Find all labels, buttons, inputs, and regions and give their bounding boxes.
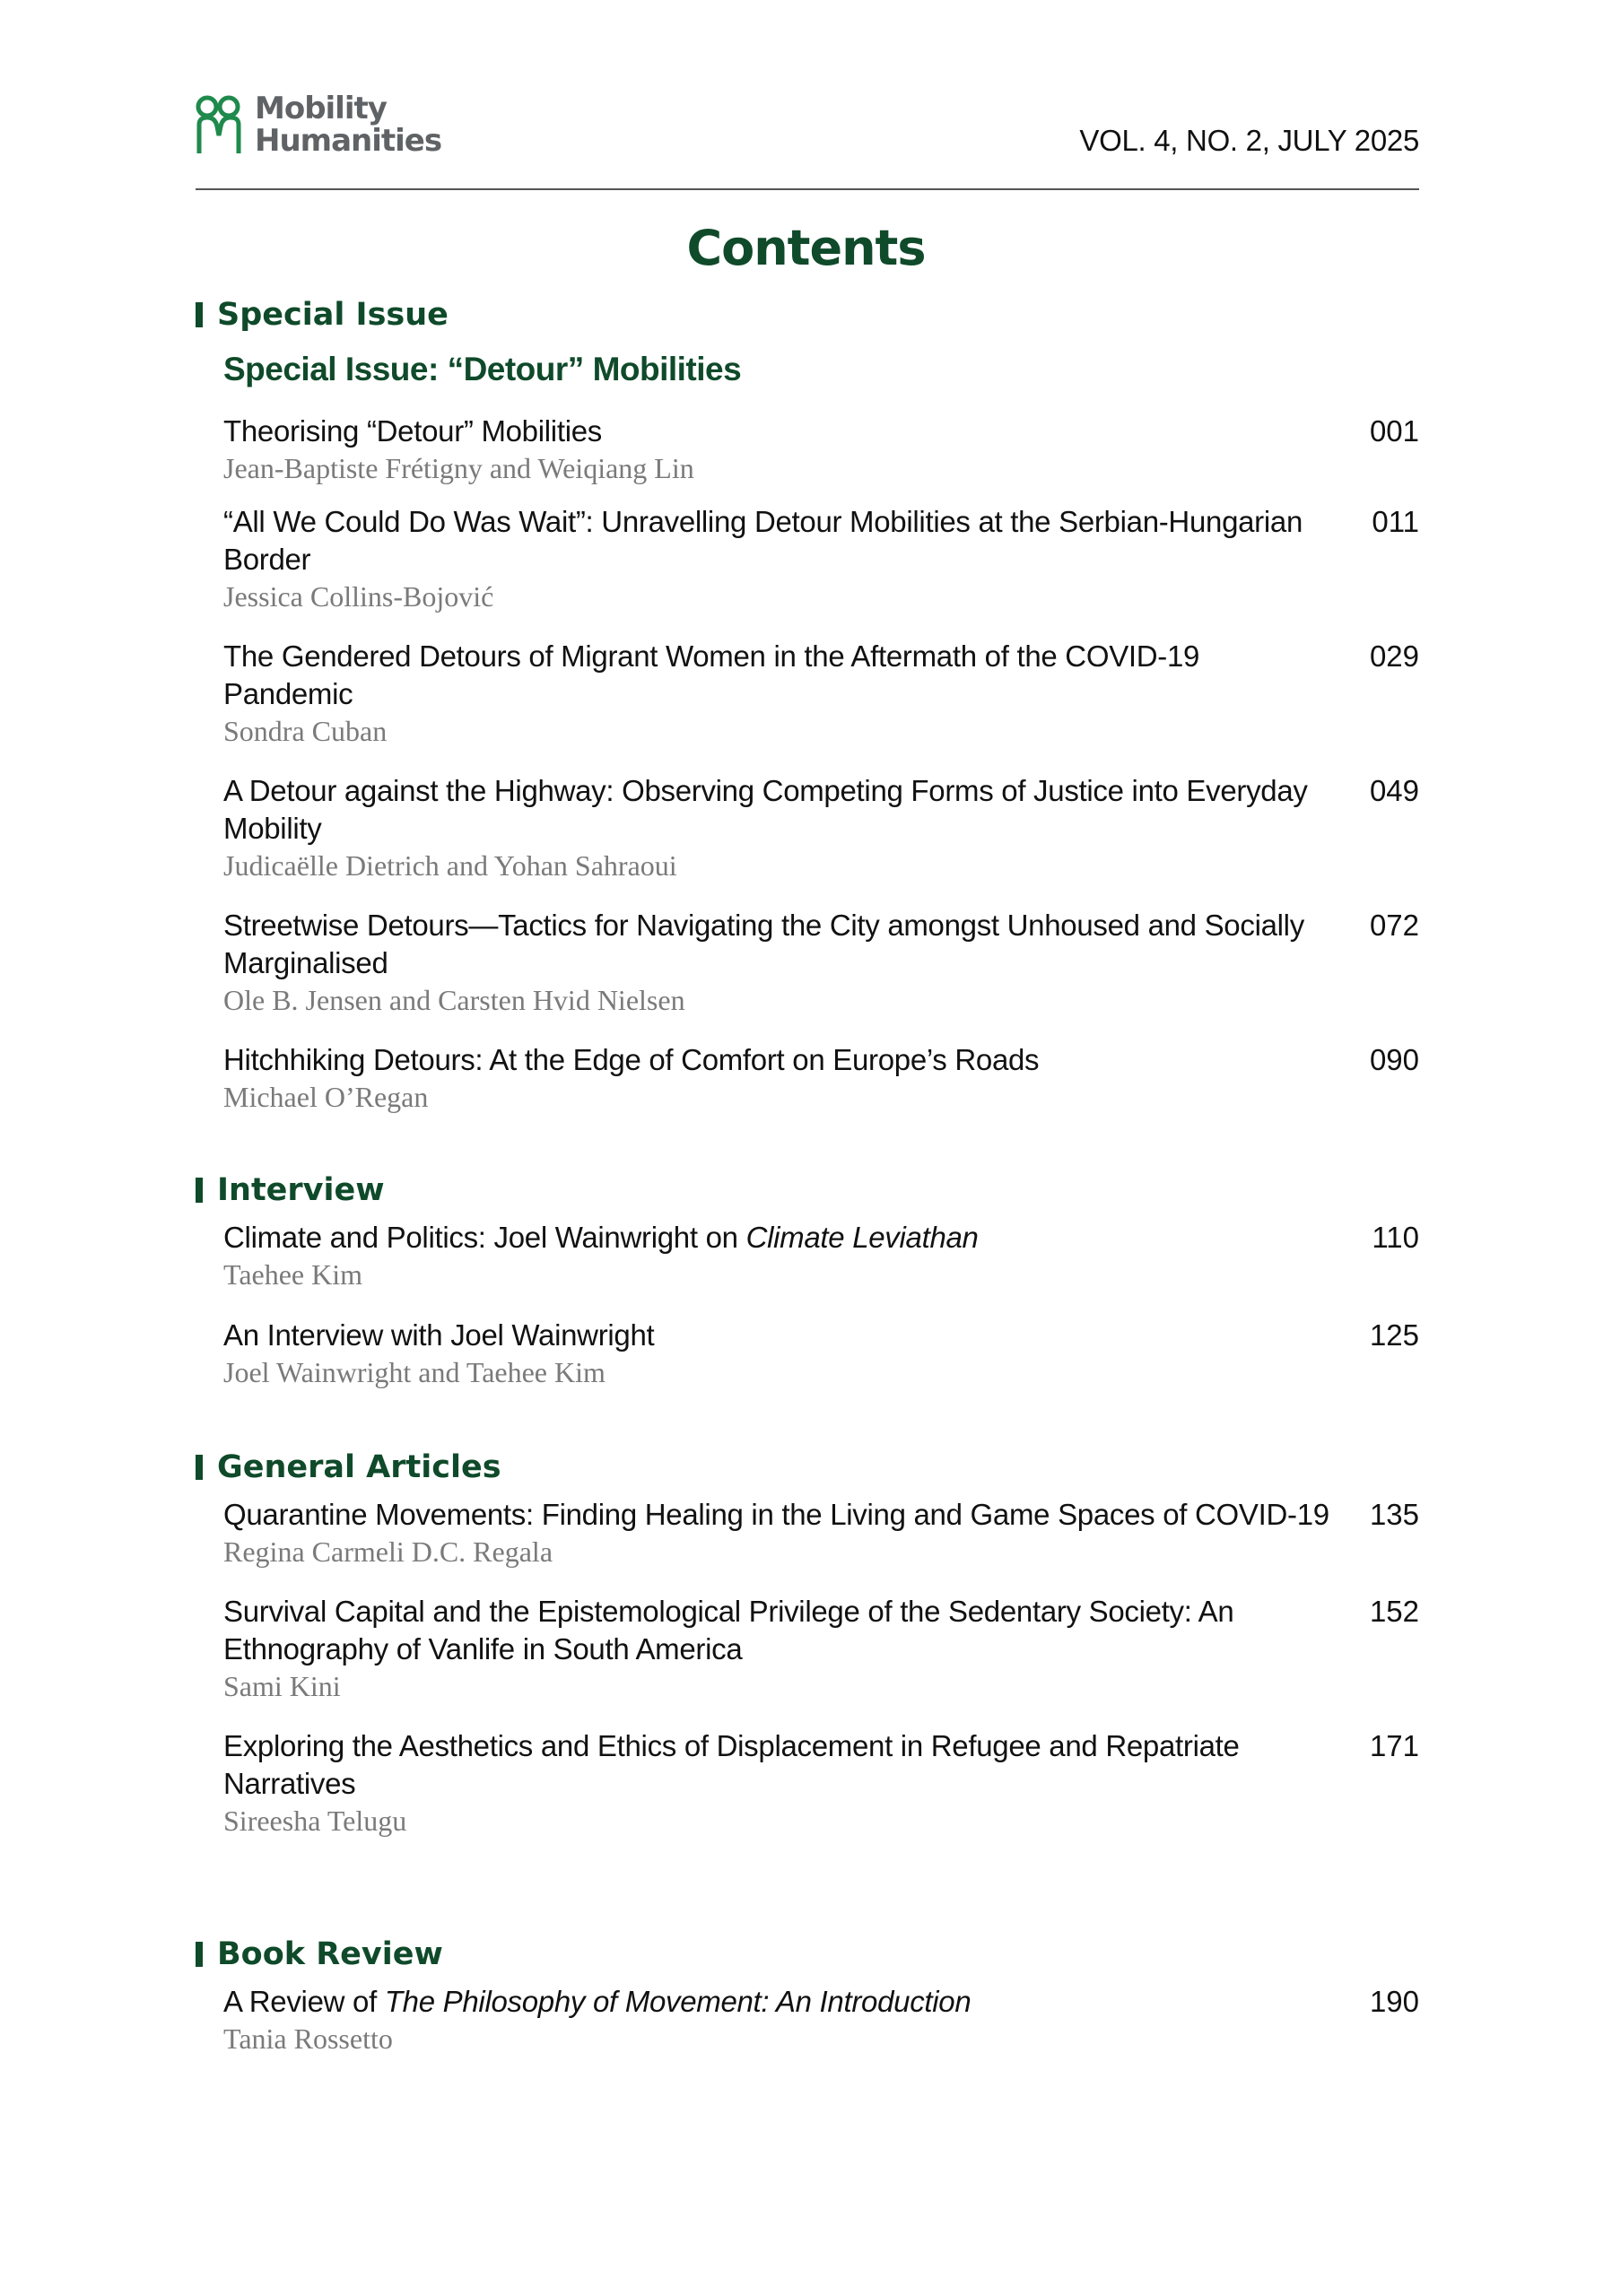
article-title-text: A Review of <box>223 1985 385 2018</box>
toc-entry[interactable] <box>223 1496 1419 1570</box>
page-number: 125 <box>1369 1318 1419 1352</box>
page-number: 090 <box>1369 1043 1419 1076</box>
toc-entry[interactable] <box>223 1219 1419 1292</box>
page-number: 135 <box>1369 1498 1419 1531</box>
article-author: Joel Wainwright and Taehee Kim <box>223 1356 606 1388</box>
toc-entry[interactable] <box>223 1727 1419 1839</box>
article-title: Hitchhiking Detours: At the Edge of Comfort on Europe’s Roads <box>223 1043 1040 1076</box>
article-title: Theorising “Detour” Mobilities <box>223 414 602 448</box>
section-marker <box>196 1942 203 1967</box>
logo-line-2: Humanities <box>255 123 442 159</box>
toc-entry[interactable] <box>223 638 1419 749</box>
section-marker <box>196 302 203 327</box>
section-marker <box>196 1455 203 1480</box>
toc-entry[interactable] <box>223 1983 1419 2057</box>
article-title: Streetwise Detours—Tactics for Navigating the City amongst Unhoused and Socially Marginalised <box>223 909 1304 979</box>
page-number: 152 <box>1369 1595 1419 1628</box>
article-title: Exploring the Aesthetics and Ethics of Displacement in Refugee and Repatriate Narratives <box>223 1729 1240 1800</box>
article-title-italic: Climate Leviathan <box>745 1221 979 1254</box>
article-author: Jessica Collins-Bojović <box>223 580 494 613</box>
article-author: Sireesha Telugu <box>223 1805 407 1837</box>
page-number: 171 <box>1369 1729 1419 1762</box>
page-number: 072 <box>1369 909 1419 942</box>
page-number: 029 <box>1369 639 1419 673</box>
article-title-text: Climate and Politics: Joel Wainwright on <box>223 1221 746 1254</box>
toc-entry[interactable] <box>223 1593 1419 1704</box>
article-title: “All We Could Do Was Wait”: Unravelling Detour Mobilities at the Serbian-Hungarian Border <box>223 505 1303 576</box>
toc-entry[interactable] <box>223 772 1419 883</box>
article-author: Tania Rossetto <box>223 2022 393 2055</box>
article-title: Quarantine Movements: Finding Healing in the Living and Game Spaces of COVID-19 <box>223 1498 1329 1531</box>
toc-entry[interactable] <box>223 413 1419 486</box>
article-author: Sondra Cuban <box>223 715 388 747</box>
volume-issue-label: VOL. 4, NO. 2, JULY 2025 <box>1079 124 1419 157</box>
mobility-humanities-logo-icon <box>196 94 242 155</box>
logo-line-1: Mobility <box>255 91 387 126</box>
article-title: An Interview with Joel Wainwright <box>223 1318 655 1352</box>
article-title: Survival Capital and the Epistemological Privilege of the Sedentary Society: An Ethnography of Vanlife in South America <box>223 1595 1234 1665</box>
page-number: 001 <box>1369 414 1419 448</box>
page-number: 190 <box>1369 1985 1419 2018</box>
section-title: Book Review <box>217 1936 443 1972</box>
article-author: Ole B. Jensen and Carsten Hvid Nielsen <box>223 984 685 1016</box>
header-divider <box>196 188 1419 190</box>
section-title: General Articles <box>217 1449 501 1485</box>
article-title: A Detour against the Highway: Observing Competing Forms of Justice into Everyday Mobility <box>223 774 1308 845</box>
toc-entry[interactable] <box>223 503 1419 614</box>
article-author: Jean-Baptiste Frétigny and Weiqiang Lin <box>223 452 694 484</box>
subsection-title: Special Issue: “Detour” Mobilities <box>223 351 742 387</box>
article-author: Sami Kini <box>223 1670 341 1702</box>
toc-entry[interactable] <box>223 1041 1419 1115</box>
section-title: Special Issue <box>217 297 449 333</box>
section-marker <box>196 1178 203 1203</box>
article-title <box>223 1219 1336 1257</box>
section-interview <box>196 1169 1419 1390</box>
page-title: Contents <box>686 220 926 276</box>
article-title: The Gendered Detours of Migrant Women in the Aftermath of the COVID-19 Pandemic <box>223 639 1200 710</box>
article-title <box>223 1983 1336 2021</box>
article-title-italic: The Philosophy of Movement: An Introduction <box>384 1985 972 2018</box>
section-title: Interview <box>217 1172 385 1208</box>
page-number: 049 <box>1369 774 1419 807</box>
article-author: Michael O’Regan <box>223 1081 429 1113</box>
section-special-issue <box>196 293 1419 1115</box>
page-number: 011 <box>1372 505 1419 538</box>
toc-entry[interactable] <box>223 907 1419 1018</box>
journal-logo <box>196 92 456 157</box>
article-author: Taehee Kim <box>223 1258 363 1291</box>
page-number: 110 <box>1372 1221 1419 1254</box>
article-author: Regina Carmeli D.C. Regala <box>223 1535 553 1568</box>
toc-entry[interactable] <box>223 1317 1419 1390</box>
section-book-review <box>196 1933 1419 2057</box>
section-general-articles <box>196 1446 1419 1839</box>
article-author: Judicaëlle Dietrich and Yohan Sahraoui <box>223 849 677 882</box>
